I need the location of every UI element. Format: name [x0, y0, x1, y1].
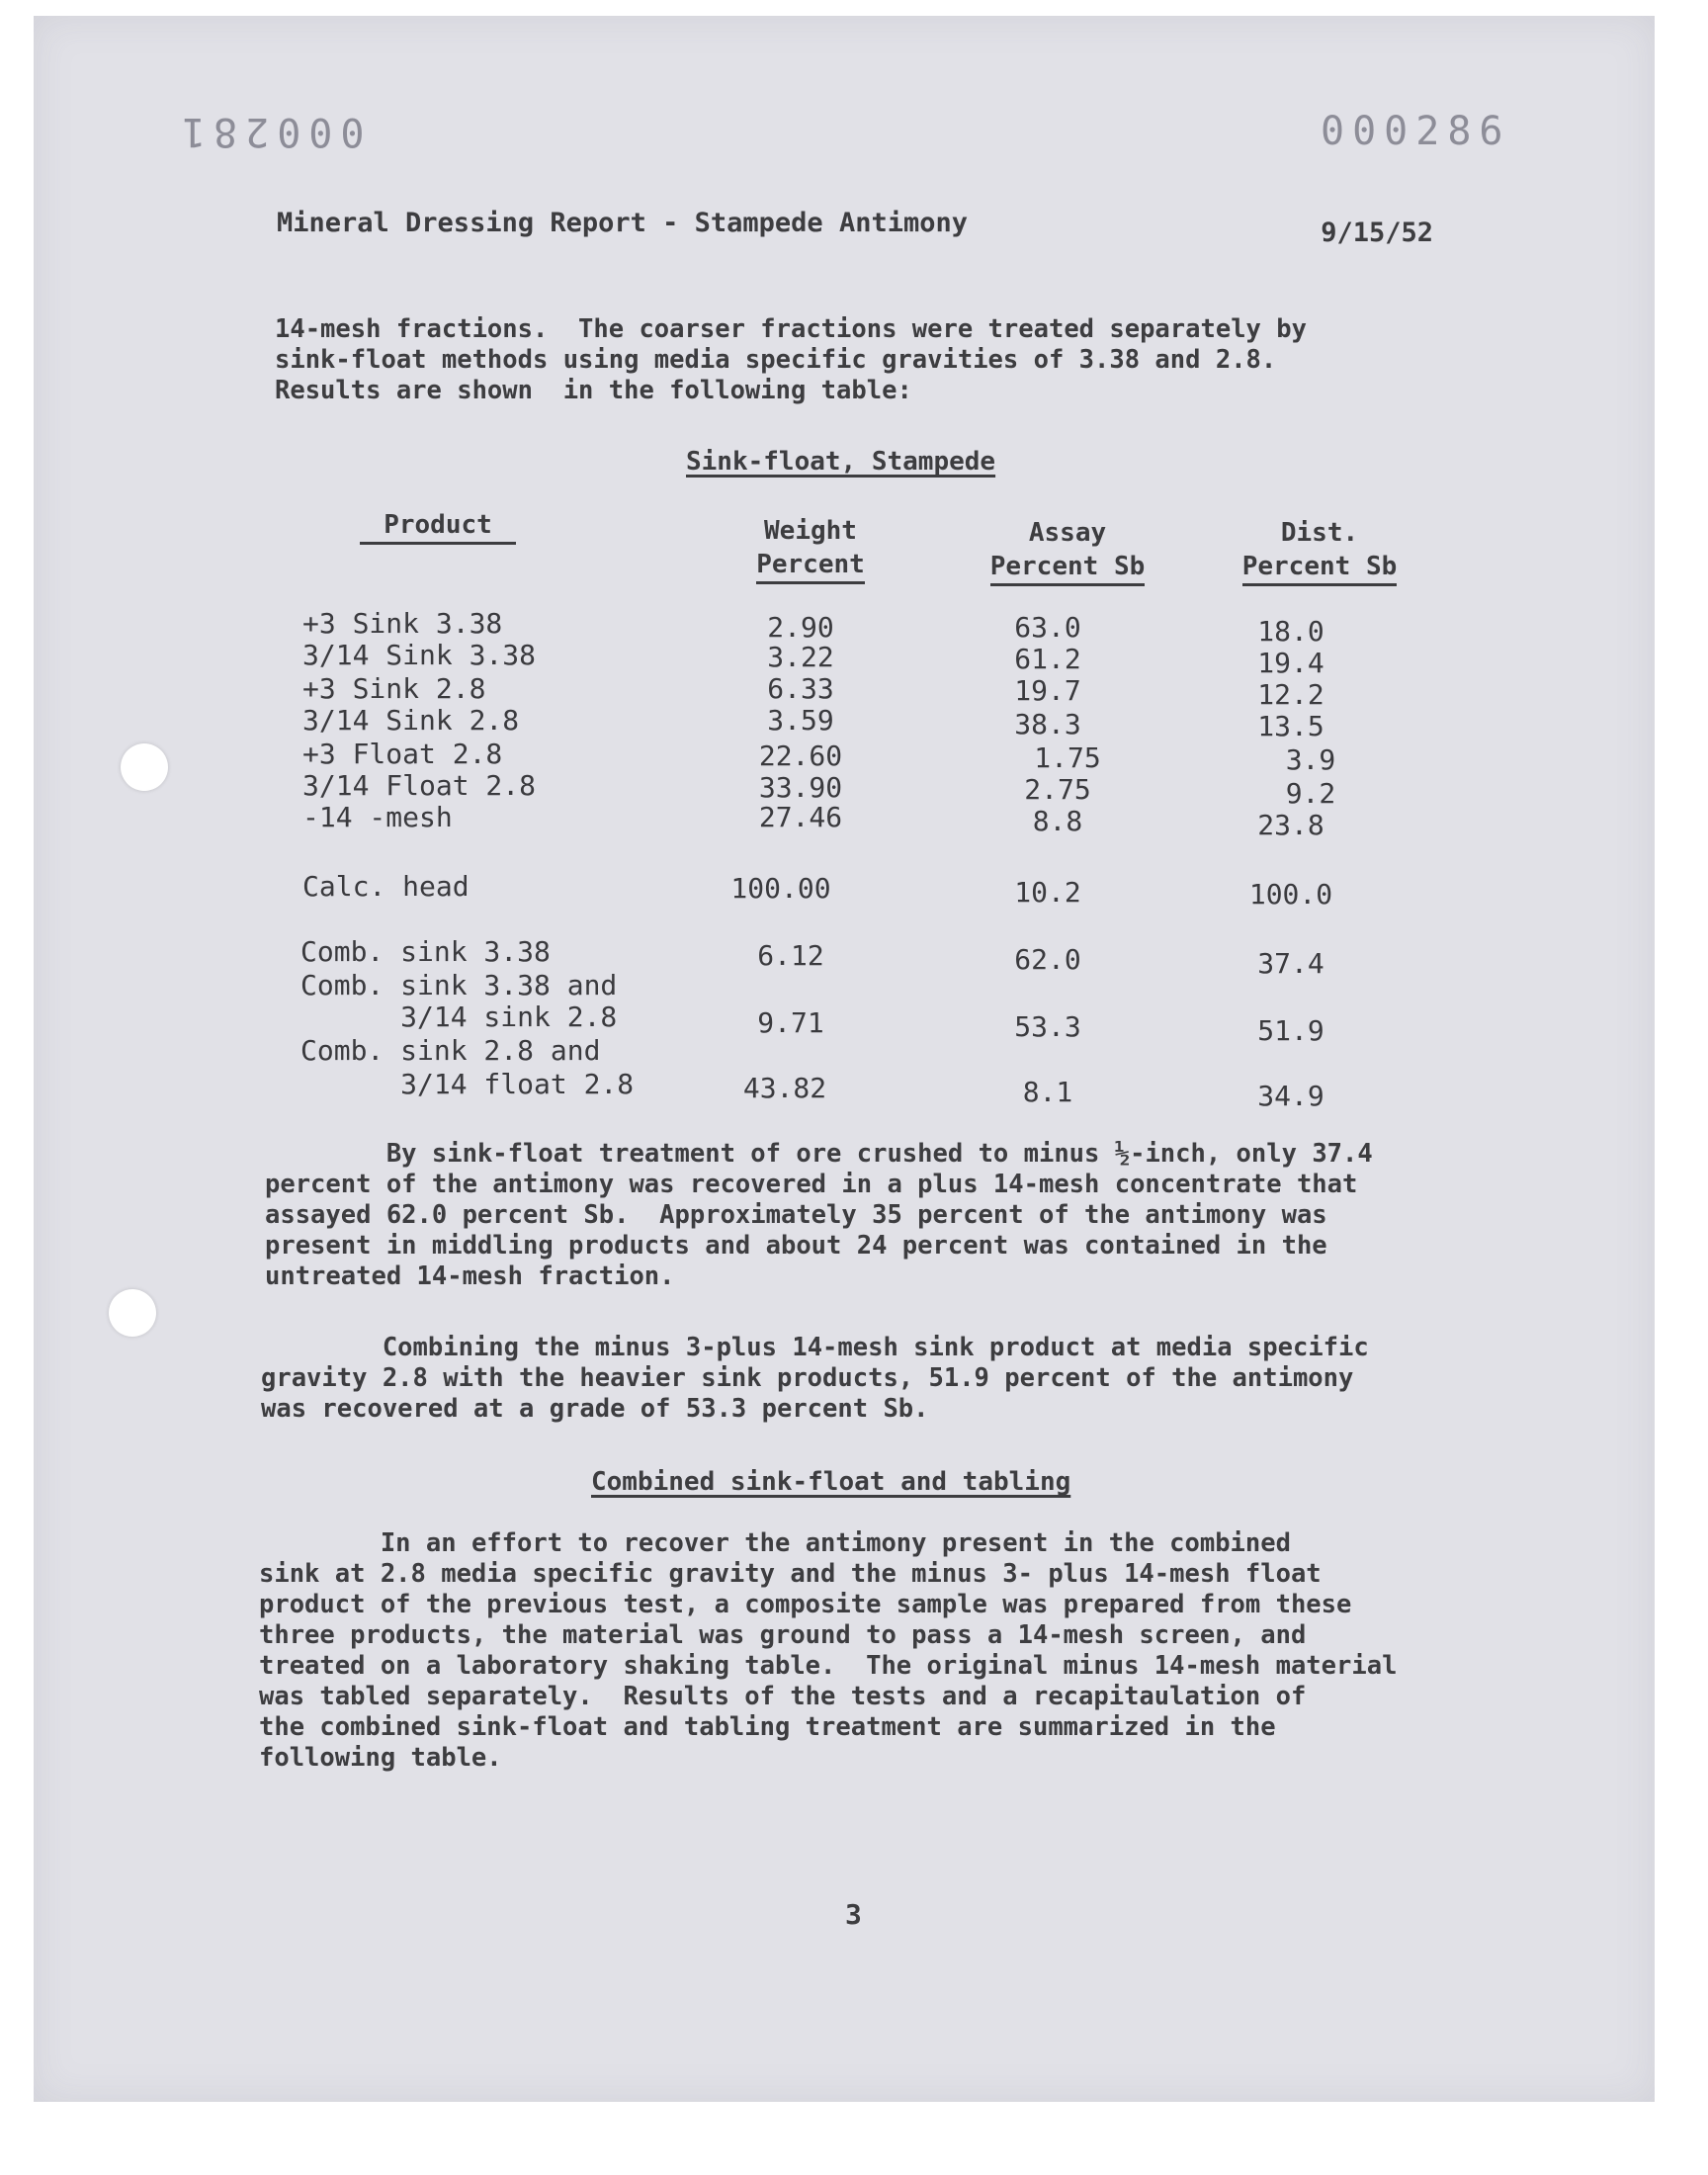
- cell-weight: 43.82: [742, 1072, 827, 1104]
- cell-assay: 38.3: [1014, 708, 1081, 740]
- cell-dist: 51.9: [1257, 1014, 1324, 1047]
- cell-product: 3/14 Sink 3.38: [302, 639, 537, 671]
- cell-dist: 37.4: [1257, 947, 1324, 980]
- column-header-assay: [969, 516, 1166, 586]
- cell-dist: 3.9: [1285, 743, 1336, 776]
- cell-product: Comb. sink 2.8 and: [300, 1034, 601, 1067]
- paragraph-results: By sink-float treatment of ore crushed to minus ½-inch, only 37.4 percent of the antimony was recovered in a plus 14-mesh concentrate that assayed 62.0 percent Sb. Approximately 35 percent of the antimony was present in middling products and about 24 percent was contained in the untreated 14-mesh fraction.: [265, 1139, 1373, 1291]
- header-dist-line1: Dist.: [1280, 518, 1359, 548]
- cell-assay: 8.8: [1032, 805, 1083, 837]
- page-stamp-number: 000286: [1321, 109, 1511, 154]
- table-title: Sink-float, Stampede: [686, 447, 996, 477]
- cell-assay: 2.75: [1024, 773, 1091, 806]
- cell-dist: 9.2: [1285, 777, 1336, 810]
- cell-weight: 2.90: [767, 611, 834, 644]
- cell-dist: 34.9: [1257, 1080, 1324, 1112]
- paragraph-combining: Combining the minus 3-plus 14-mesh sink product at media specific gravity 2.8 with the heavier sink products, 51.9 percent of the antimony was recovered at a grade of 53.3 percent Sb.: [261, 1333, 1369, 1424]
- cell-dist: 23.8: [1257, 809, 1324, 841]
- header-weight-line2: Percent: [756, 548, 865, 584]
- cell-assay: 19.7: [1014, 674, 1081, 707]
- report-header: [277, 208, 1433, 248]
- cell-assay: 10.2: [1014, 876, 1081, 909]
- cell-product: Comb. sink 3.38 and: [300, 969, 618, 1001]
- page-number: 3: [845, 1898, 862, 1931]
- punch-hole: [121, 743, 168, 791]
- section-title: Combined sink-float and tabling: [591, 1467, 1071, 1497]
- cell-product-cont: 3/14 float 2.8: [300, 1068, 635, 1100]
- cell-assay: 1.75: [1034, 741, 1101, 774]
- cell-product: +3 Sink 2.8: [302, 672, 486, 705]
- cell-dist: 100.0: [1248, 878, 1333, 911]
- report-title: Mineral Dressing Report - Stampede Antimony: [277, 208, 968, 238]
- header-product-label: Product: [360, 508, 516, 545]
- cell-dist: 12.2: [1257, 678, 1324, 711]
- bleed-through-stamp: 000281: [174, 109, 365, 154]
- cell-weight: 3.22: [767, 641, 834, 673]
- punch-hole: [109, 1289, 156, 1337]
- cell-assay: 8.1: [1022, 1076, 1073, 1108]
- cell-weight: 100.00: [730, 872, 831, 905]
- header-assay-line1: Assay: [1028, 518, 1107, 548]
- header-assay-line2: Percent Sb: [990, 550, 1146, 586]
- header-dist-line2: Percent Sb: [1242, 550, 1398, 586]
- cell-product: Calc. head: [302, 870, 470, 903]
- cell-weight: 3.59: [767, 704, 834, 737]
- cell-weight: 22.60: [758, 740, 843, 772]
- column-header-product: [334, 508, 542, 545]
- column-header-weight: [731, 514, 890, 584]
- report-date: 9/15/52: [1321, 218, 1433, 248]
- cell-product: +3 Float 2.8: [302, 738, 503, 770]
- cell-weight: 27.46: [758, 801, 843, 833]
- cell-assay: 53.3: [1014, 1010, 1081, 1043]
- cell-product: Comb. sink 3.38: [300, 935, 551, 968]
- paragraph-tabling: In an effort to recover the antimony present in the combined sink at 2.8 media specific gravity and the minus 3- plus 14-mesh float product of the previous test, a composite sample was prepared from these three products, the material was ground to pass a 14-mesh screen, and treated on a laboratory shaking table. The original minus 14-mesh material was tabled separately. Results of the tests and a recapitaulation of the combined sink-float and tabling treatment are summarized in the following table.: [259, 1528, 1398, 1773]
- cell-weight: 33.90: [758, 771, 843, 804]
- intro-paragraph: 14-mesh fractions. The coarser fractions were treated separately by sink-float methods using media specific gravities of 3.38 and 2.8. Results are shown in the following table:: [275, 314, 1307, 405]
- cell-weight: 6.33: [767, 672, 834, 705]
- cell-assay: 63.0: [1014, 611, 1081, 644]
- cell-dist: 19.4: [1257, 647, 1324, 679]
- cell-product: 3/14 Float 2.8: [302, 769, 537, 802]
- scan-margin: [0, 2104, 1708, 2175]
- cell-dist: 18.0: [1257, 615, 1324, 648]
- cell-product-cont: 3/14 sink 2.8: [300, 1000, 618, 1033]
- cell-dist: 13.5: [1257, 710, 1324, 742]
- cell-assay: 62.0: [1014, 943, 1081, 976]
- cell-weight: 6.12: [757, 939, 824, 972]
- cell-assay: 61.2: [1014, 643, 1081, 675]
- header-weight-line1: Weight: [764, 516, 857, 546]
- cell-weight: 9.71: [757, 1006, 824, 1039]
- cell-product: -14 -mesh: [302, 801, 453, 833]
- column-header-dist: [1216, 516, 1423, 586]
- cell-product: +3 Sink 3.38: [302, 607, 503, 640]
- cell-product: 3/14 Sink 2.8: [302, 704, 520, 737]
